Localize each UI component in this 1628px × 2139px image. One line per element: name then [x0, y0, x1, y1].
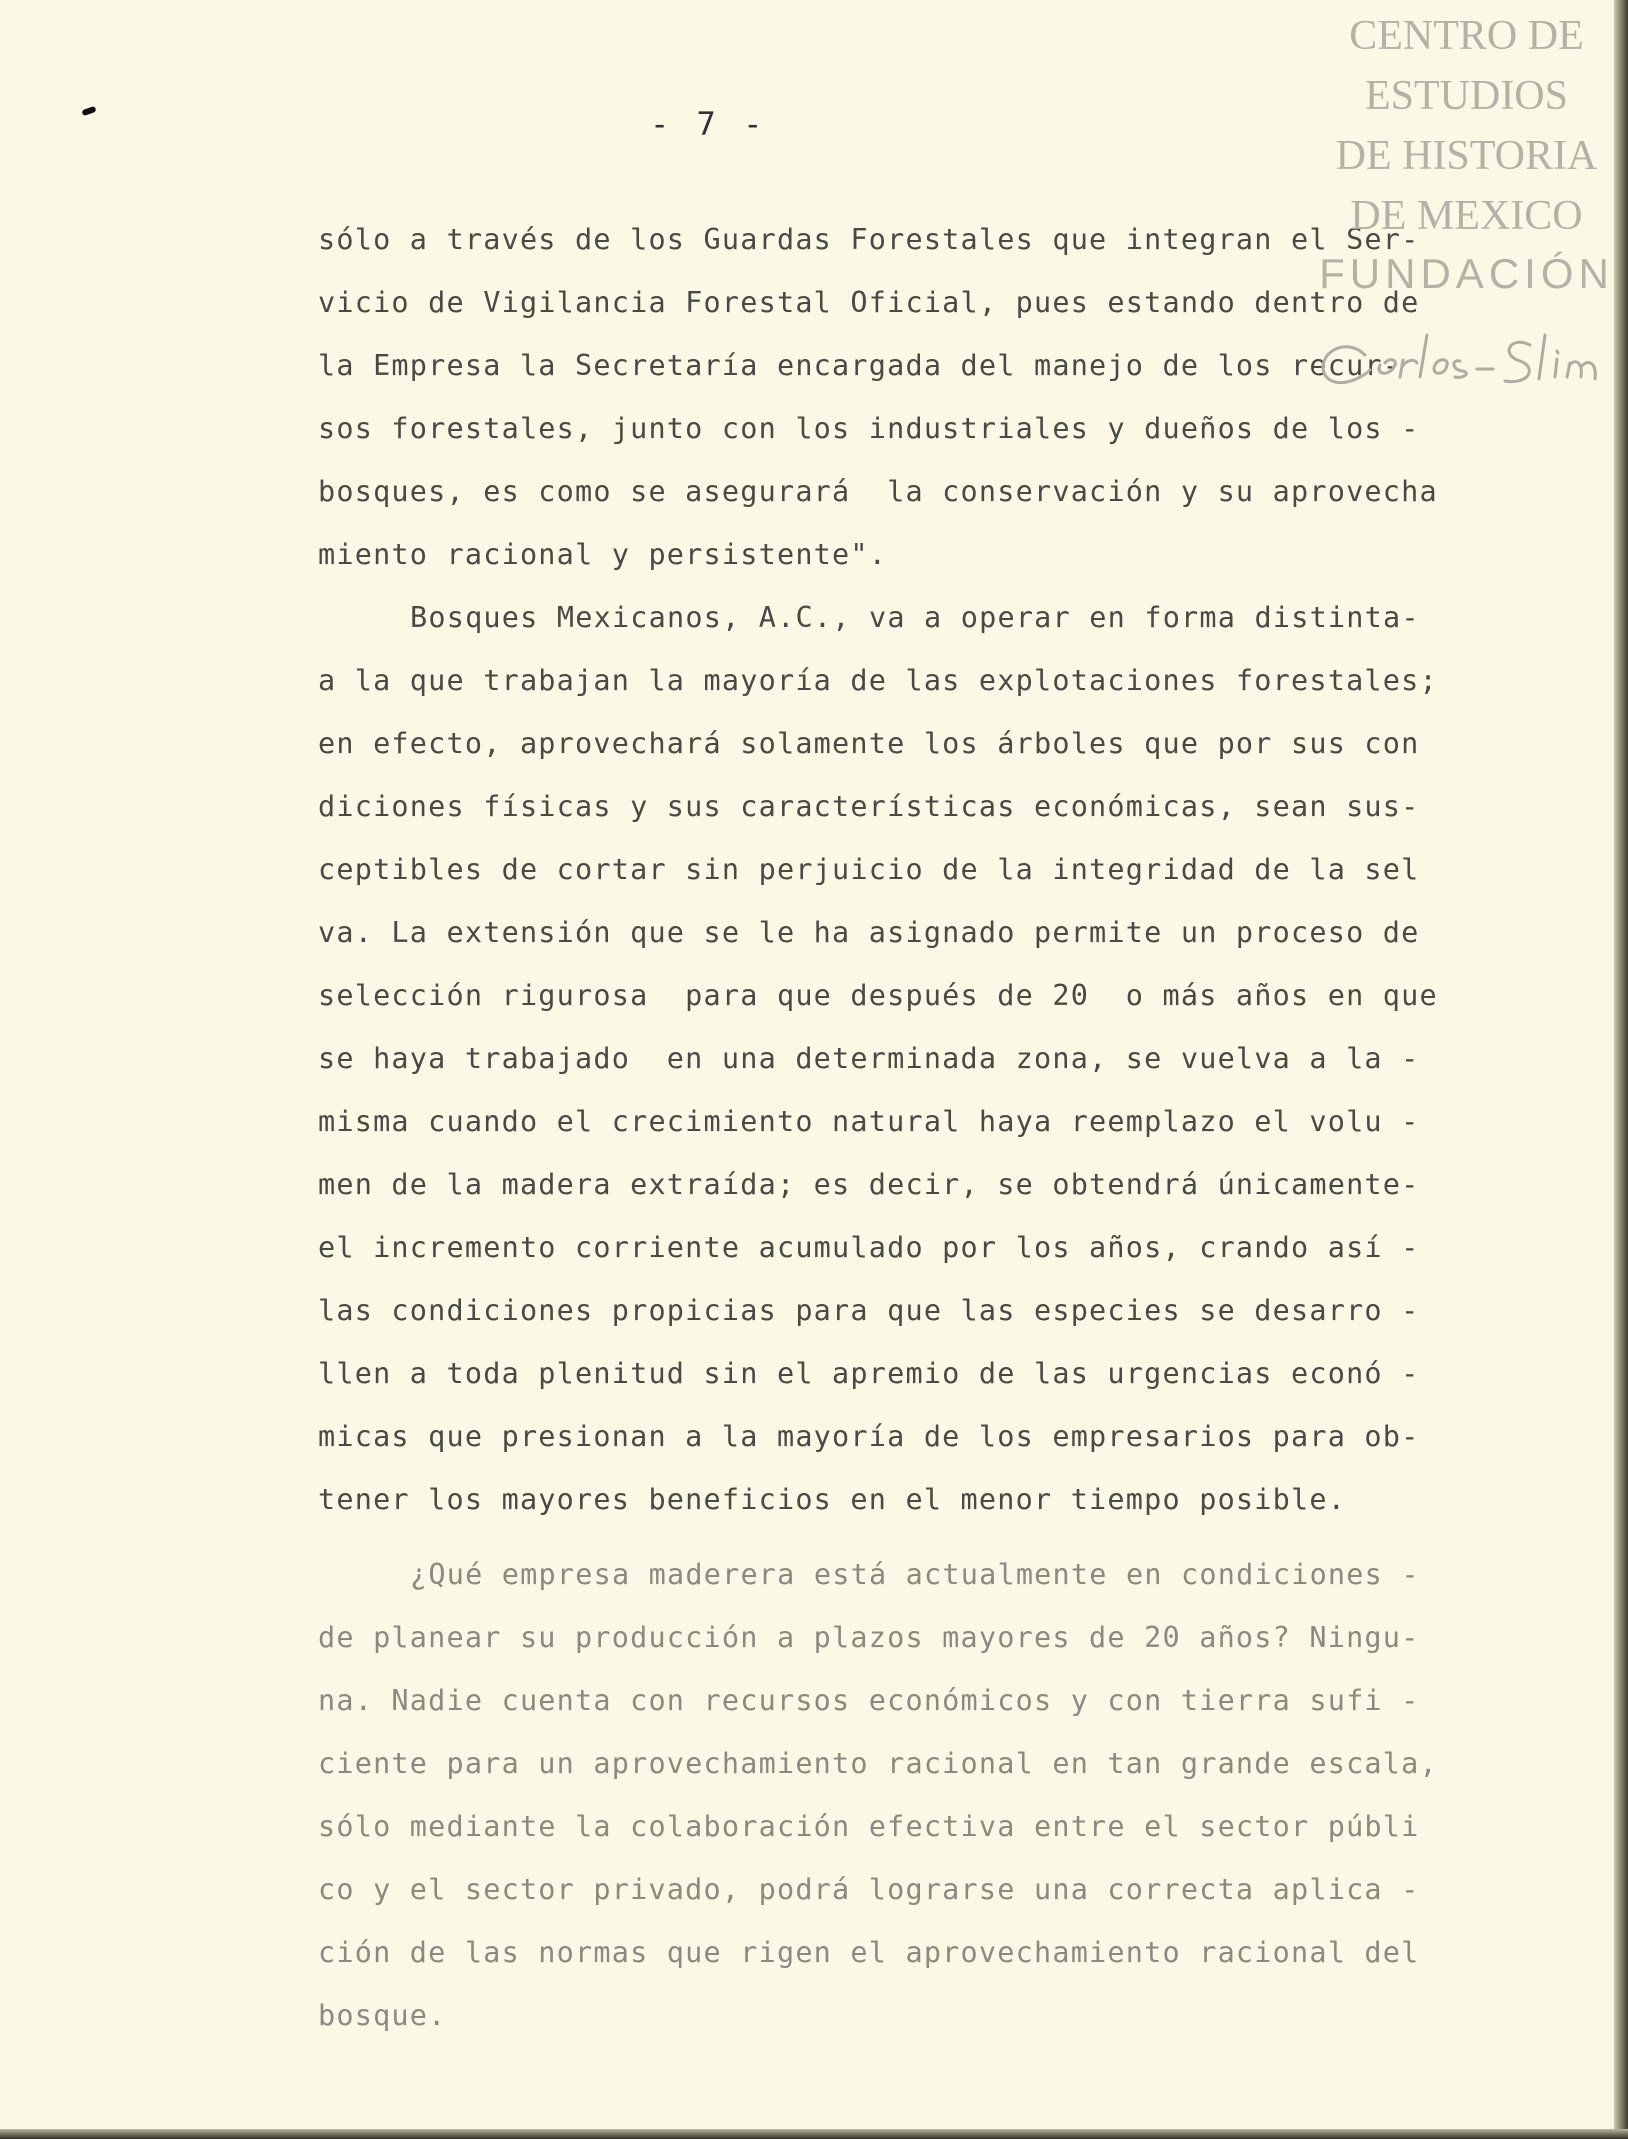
text-line: las condiciones propicias para que las especies se desarro -: [318, 1294, 1420, 1327]
text-line: tener los mayores beneficios en el menor tiempo posible.: [318, 1483, 1347, 1516]
text-line: va. La extensión que se le ha asignado permite un proceso de: [318, 916, 1420, 949]
typewritten-text: [318, 208, 1538, 2047]
text-line: en efecto, aprovechará solamente los árboles que por sus con: [318, 727, 1420, 760]
archive-watermark: [1305, 0, 1628, 395]
text-line: llen a toda plenitud sin el apremio de las urgencias econó -: [318, 1357, 1420, 1390]
text-line: ceptibles de cortar sin perjuicio de la integridad de la sel: [318, 853, 1420, 886]
text-line: micas que presionan a la mayoría de los empresarios para ob-: [318, 1420, 1420, 1453]
text-line: selección rigurosa para que después de 20 o más años en que: [318, 979, 1438, 1012]
text-line: a la que trabajan la mayoría de las explotaciones forestales;: [318, 664, 1438, 697]
text-line: el incremento corriente acumulado por los años, crando así -: [318, 1231, 1420, 1264]
watermark-line: DE HISTORIA: [1335, 133, 1598, 179]
text-line: misma cuando el crecimiento natural haya reemplazo el volu -: [318, 1105, 1420, 1138]
text-line: bosque.: [318, 1999, 447, 2032]
watermark-fundacion: FUNDACIÓN: [1319, 250, 1614, 297]
text-line: ción de las normas que rigen el aprovechamiento racional del: [318, 1936, 1420, 1969]
text-line: sólo mediante la colaboración efectiva entre el sector públi: [318, 1810, 1420, 1843]
ink-mark: [81, 106, 96, 116]
text-line: sos forestales, junto con los industriales y dueños de los -: [318, 412, 1420, 445]
text-line: miento racional y persistente".: [318, 538, 888, 571]
watermark-line: CENTRO DE: [1349, 13, 1584, 59]
text-line: bosques, es como se asegurará la conservación y su aprovecha: [318, 475, 1438, 508]
page-edge-shadow: [0, 2129, 1628, 2139]
watermark-institution: [1305, 6, 1628, 246]
text-line: de planear su producción a plazos mayores de 20 años? Ningu-: [318, 1621, 1420, 1654]
page-number: - 7 -: [650, 105, 767, 143]
text-line: co y el sector privado, podrá lograrse una correcta aplica -: [318, 1873, 1420, 1906]
watermark-line: ESTUDIOS: [1364, 73, 1568, 119]
text-line: vicio de Vigilancia Forestal Oficial, pues estando dentro de: [318, 286, 1420, 319]
text-line: na. Nadie cuenta con recursos económicos y con tierra sufi -: [318, 1684, 1420, 1717]
text-line: se haya trabajado en una determinada zona, se vuelva a la -: [318, 1042, 1420, 1075]
text-line: ¿Qué empresa maderera está actualmente en condiciones -: [410, 1558, 1420, 1591]
page-edge-shadow: [1614, 0, 1628, 2139]
watermark-line: DE MEXICO: [1350, 193, 1583, 239]
text-line: Bosques Mexicanos, A.C., va a operar en forma distinta-: [410, 601, 1420, 634]
text-line: diciones físicas y sus características económicas, sean sus-: [318, 790, 1420, 823]
text-line: la Empresa la Secretaría encargada del manejo de los recur-: [318, 349, 1402, 382]
text-line: sólo a través de los Guardas Forestales que integran el Ser-: [318, 223, 1420, 256]
text-line: ciente para un aprovechamiento racional en tan grande escala,: [318, 1747, 1438, 1780]
text-line: men de la madera extraída; es decir, se obtendrá únicamente-: [318, 1168, 1420, 1201]
signature-logo: [1305, 315, 1628, 405]
